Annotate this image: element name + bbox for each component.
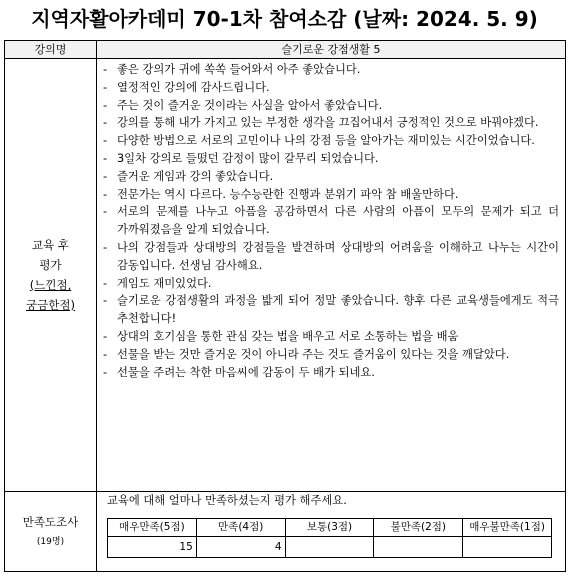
comment-item <box>103 132 559 150</box>
comment-item <box>103 346 559 364</box>
bullet-dash: - <box>103 169 108 183</box>
rating-count <box>285 537 374 558</box>
comment-item <box>103 150 559 168</box>
evaluation-label-line: 평가 <box>39 258 62 272</box>
comment-text: 열정적인 강의에 감사드립니다. <box>117 80 270 94</box>
comment-text: 슬기로운 강점생활의 과정을 밟게 되어 정말 좋았습니다. 향후 다른 교육생들에게도 적극 추천합니다! <box>117 294 559 326</box>
comment-text: 서로의 문제를 나누고 아픔을 공감하면서 다른 사람의 아픔이 모두의 문제가 되고 더 가까워졌음을 알게 되었습니다. <box>117 205 559 237</box>
page-title: 지역자활아카데미 70-1차 참여소감 (날짜: 2024. 5. 9) <box>31 7 538 31</box>
rating-count <box>374 537 463 558</box>
bullet-dash: - <box>103 347 108 361</box>
survey-question: 교육에 대해 얼마나 만족하셨는지 평가 해주세요. <box>107 494 347 507</box>
survey-label <box>5 492 97 572</box>
bullet-dash: - <box>103 276 108 290</box>
rating-header: 보통(3점) <box>285 519 374 537</box>
comment-item <box>103 61 559 79</box>
comment-text: 나의 강점들과 상대방의 강점들을 발견하며 상대방의 어려움을 이해하고 나누는 시간이 감동입니다. 선생님 감사해요. <box>117 240 559 272</box>
comment-item <box>103 239 559 275</box>
comment-item <box>103 186 559 204</box>
survey-row <box>5 492 566 572</box>
comment-list <box>103 61 559 381</box>
comment-item <box>103 97 559 115</box>
rating-header: 매우불만족(1점) <box>463 519 552 537</box>
bullet-dash: - <box>103 151 108 165</box>
comment-text: 선물을 받는 것만 즐거운 것이 아니라 주는 것도 즐거움이 있다는 것을 깨달았다. <box>117 347 510 361</box>
bullet-dash: - <box>103 205 108 219</box>
comment-text: 상대의 호기심을 통한 관심 갖는 법을 배우고 서로 소통하는 법을 배움 <box>117 329 459 343</box>
comment-item <box>103 328 559 346</box>
comment-text: 강의를 통해 내가 가지고 있는 부정한 생각을 끄집어내서 긍정적인 것으로 바꿔야겠다. <box>117 116 539 130</box>
rating-table <box>107 518 552 558</box>
comment-item <box>103 275 559 293</box>
survey-cell <box>97 492 566 572</box>
evaluation-label <box>5 59 97 492</box>
comment-text: 선물을 주려는 착한 마음씨에 감동이 두 배가 되네요. <box>117 365 375 379</box>
rating-count: 15 <box>108 537 197 558</box>
bullet-dash: - <box>103 294 108 308</box>
rating-header: 만족(4점) <box>196 519 285 537</box>
bullet-dash: - <box>103 134 108 148</box>
comment-item <box>103 203 559 239</box>
course-label: 강의명 <box>5 41 97 59</box>
bullet-dash: - <box>103 63 108 76</box>
bullet-dash: - <box>103 116 108 130</box>
comment-text: 3일차 강의로 들떴던 감정이 많이 갈무리 되었습니다. <box>117 151 379 165</box>
rating-header: 매우만족(5점) <box>108 519 197 537</box>
comment-text: 게임도 재미있었다. <box>117 276 212 290</box>
comments-cell <box>97 59 566 492</box>
evaluation-label-line: 교육 후 <box>32 238 69 252</box>
evaluation-label-line: 궁금한점) <box>26 298 75 312</box>
comment-text: 주는 것이 즐거운 것이라는 사실을 알아서 좋았습니다. <box>117 98 383 112</box>
comment-text: 다양한 방법으로 서로의 고민이나 나의 강점 등을 알아가는 재미있는 시간이었습니다. <box>117 134 535 148</box>
bullet-dash: - <box>103 98 108 112</box>
bullet-dash: - <box>103 365 108 379</box>
survey-label-line: 만족도조사 <box>22 514 79 529</box>
bullet-dash: - <box>103 80 108 94</box>
comment-item <box>103 292 559 328</box>
rating-value-row <box>108 537 552 558</box>
course-name: 슬기로운 강점생활 5 <box>97 41 566 59</box>
comment-item <box>103 364 559 382</box>
comment-text: 즐거운 게임과 강의 좋았습니다. <box>117 169 274 183</box>
rating-count: 4 <box>196 537 285 558</box>
bullet-dash: - <box>103 240 108 254</box>
rating-header-row <box>108 519 552 537</box>
comment-item <box>103 168 559 186</box>
comment-item <box>103 79 559 97</box>
comment-text: 좋은 강의가 귀에 쏙쏙 들어와서 아주 좋았습니다. <box>117 63 361 76</box>
comment-item <box>103 114 559 132</box>
bullet-dash: - <box>103 187 108 201</box>
rating-count <box>463 537 552 558</box>
rating-header: 불만족(2점) <box>374 519 463 537</box>
evaluation-row <box>5 59 566 492</box>
course-header-row <box>5 41 566 59</box>
evaluation-form-table <box>4 40 566 572</box>
bullet-dash: - <box>103 329 108 343</box>
evaluation-label-line: (느낀점, <box>29 278 72 292</box>
respondent-count: (19명) <box>36 536 65 547</box>
comment-text: 전문가는 역시 다르다. 능수능란한 진행과 분위기 파악 참 배울만하다. <box>117 187 459 201</box>
